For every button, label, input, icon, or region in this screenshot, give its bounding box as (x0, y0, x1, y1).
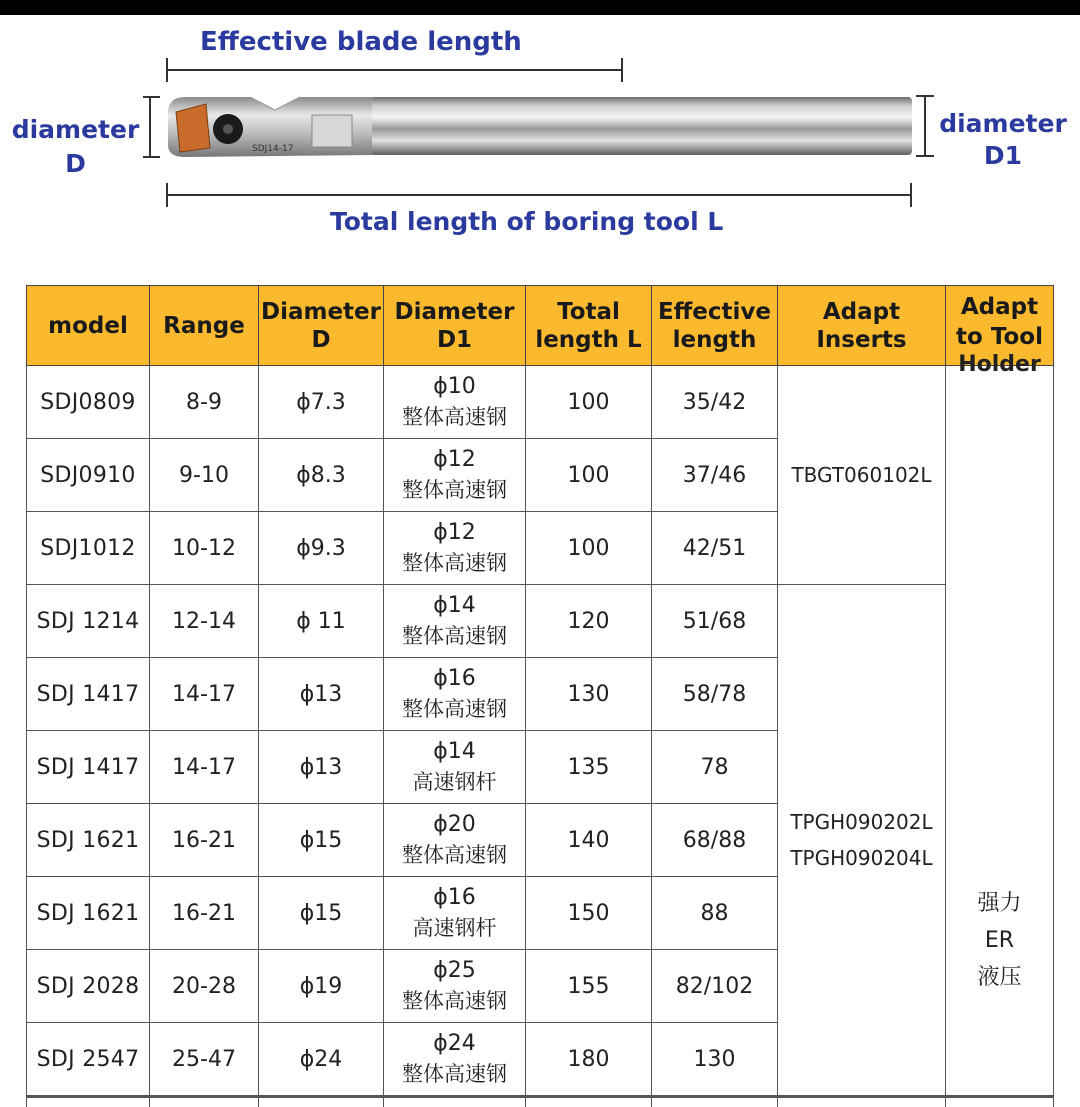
cell-total-length: 140 (526, 804, 652, 877)
top-black-bar (0, 0, 1080, 15)
cell-effective-length: 88 (652, 877, 778, 950)
tool-shank (370, 97, 912, 155)
cell-range: 20-28 (150, 950, 259, 1023)
cell-model: SDJ 1417 (27, 731, 150, 804)
cell-diameter-d1: ϕ25 整体高速钢 (384, 950, 526, 1023)
cell-total-length: 100 (526, 439, 652, 512)
diameter-d1-label-line1: diameter (939, 109, 1067, 138)
total-length-label: Total length of boring tool L (330, 207, 724, 236)
cell-range: 16-21 (150, 804, 259, 877)
cell-diameter-d1: ϕ16 整体高速钢 (384, 658, 526, 731)
cell-total-length: 130 (526, 658, 652, 731)
col-header-adapt-tool-holder: Adapt to Tool (946, 286, 1054, 366)
insert-icon (176, 104, 210, 152)
boring-tool-diagram (0, 15, 1080, 215)
cell-range: 14-17 (150, 731, 259, 804)
cell-range: 8-9 (150, 366, 259, 439)
col-header-range: Range (150, 286, 259, 366)
cell-total-length: 155 (526, 950, 652, 1023)
cell-effective-length: 58/78 (652, 658, 778, 731)
diameter-d-label-line2: D (65, 149, 86, 178)
col-header-model: model (27, 286, 150, 366)
effective-length-dimension (167, 58, 622, 82)
cell-model: SDJ0809 (27, 366, 150, 439)
diameter-d-label-line1: diameter (11, 115, 140, 144)
cell-diameter-d: ϕ 11 (259, 585, 384, 658)
cell-inserts-group-1: TBGT060102L (778, 366, 946, 585)
col-header-diameter-d: Diameter D (259, 286, 384, 366)
cell-diameter-d1: ϕ12 整体高速钢 (384, 439, 526, 512)
tool-flat (312, 115, 352, 147)
cell-model: SDJ1012 (27, 512, 150, 585)
cell-effective-length: 130 (652, 1023, 778, 1096)
cell-model: SDJ 2028 (27, 950, 150, 1023)
cell-effective-length: 35/42 (652, 366, 778, 439)
cell-range: 25-47 (150, 1023, 259, 1096)
col-header-adapt-inserts: Adapt Inserts (778, 286, 946, 366)
cell-diameter-d1: ϕ14 高速钢杆 (384, 731, 526, 804)
cell-diameter-d: ϕ8.3 (259, 439, 384, 512)
cell-model: SDJ 2547 (27, 1023, 150, 1096)
total-length-dimension (167, 183, 911, 207)
cell-model: SDJ 1621 (27, 877, 150, 950)
cell-diameter-d: ϕ24 (259, 1023, 384, 1096)
cell-diameter-d1: ϕ12 整体高速钢 (384, 512, 526, 585)
cell-effective-length: 68/88 (652, 804, 778, 877)
cell-diameter-d: ϕ13 (259, 658, 384, 731)
cell-model: SDJ 1214 (27, 585, 150, 658)
cell-total-length: 100 (526, 366, 652, 439)
cell-range: 9-10 (150, 439, 259, 512)
cell-effective-length: 51/68 (652, 585, 778, 658)
cell-range: 10-12 (150, 512, 259, 585)
cell-diameter-d: ϕ19 (259, 950, 384, 1023)
col-header-total-length: Total length L (526, 286, 652, 366)
cell-total-length: 180 (526, 1023, 652, 1096)
spec-table (26, 285, 1054, 1096)
cell-diameter-d1: ϕ14 整体高速钢 (384, 585, 526, 658)
cell-diameter-d: ϕ15 (259, 804, 384, 877)
cell-diameter-d: ϕ13 (259, 731, 384, 804)
cell-diameter-d: ϕ15 (259, 877, 384, 950)
diameter-d1-bracket (916, 96, 934, 156)
col-header-diameter-d1: Diameter D1 (384, 286, 526, 366)
table-header-row (27, 286, 1054, 366)
diameter-d1-label-line2: D1 (983, 141, 1023, 170)
cell-model: SDJ 1417 (27, 658, 150, 731)
cell-effective-length: 37/46 (652, 439, 778, 512)
tool-marking: SDJ14-17 (252, 144, 294, 154)
effective-blade-length-label: Effective blade length (200, 27, 522, 57)
header-holder-word: Holder (958, 352, 1041, 377)
next-row-partial (26, 1096, 1054, 1107)
cell-diameter-d1: ϕ20 整体高速钢 (384, 804, 526, 877)
cell-range: 16-21 (150, 877, 259, 950)
cell-diameter-d1: ϕ16 高速钢杆 (384, 877, 526, 950)
cell-model: SDJ0910 (27, 439, 150, 512)
cell-diameter-d: ϕ9.3 (259, 512, 384, 585)
table-row (27, 366, 1054, 439)
tool-holder-values: 强力 ER 液压 (977, 891, 1022, 990)
cell-effective-length: 78 (652, 731, 778, 804)
cell-diameter-d1: ϕ24 整体高速钢 (384, 1023, 526, 1096)
cell-total-length: 100 (526, 512, 652, 585)
cell-model: SDJ 1621 (27, 804, 150, 877)
cell-total-length: 135 (526, 731, 652, 804)
cell-diameter-d: ϕ7.3 (259, 366, 384, 439)
cell-inserts-group-2: TPGH090202L TPGH090204L (778, 585, 946, 1096)
cell-total-length: 120 (526, 585, 652, 658)
cell-range: 14-17 (150, 658, 259, 731)
cell-range: 12-14 (150, 585, 259, 658)
cell-total-length: 150 (526, 877, 652, 950)
cell-effective-length: 82/102 (652, 950, 778, 1023)
cell-effective-length: 42/51 (652, 512, 778, 585)
col-header-effective-length: Effective length (652, 286, 778, 366)
cell-diameter-d1: ϕ10 整体高速钢 (384, 366, 526, 439)
cell-tool-holder (946, 352, 1054, 1096)
diameter-d-bracket (143, 97, 160, 157)
table-row (27, 585, 1054, 658)
